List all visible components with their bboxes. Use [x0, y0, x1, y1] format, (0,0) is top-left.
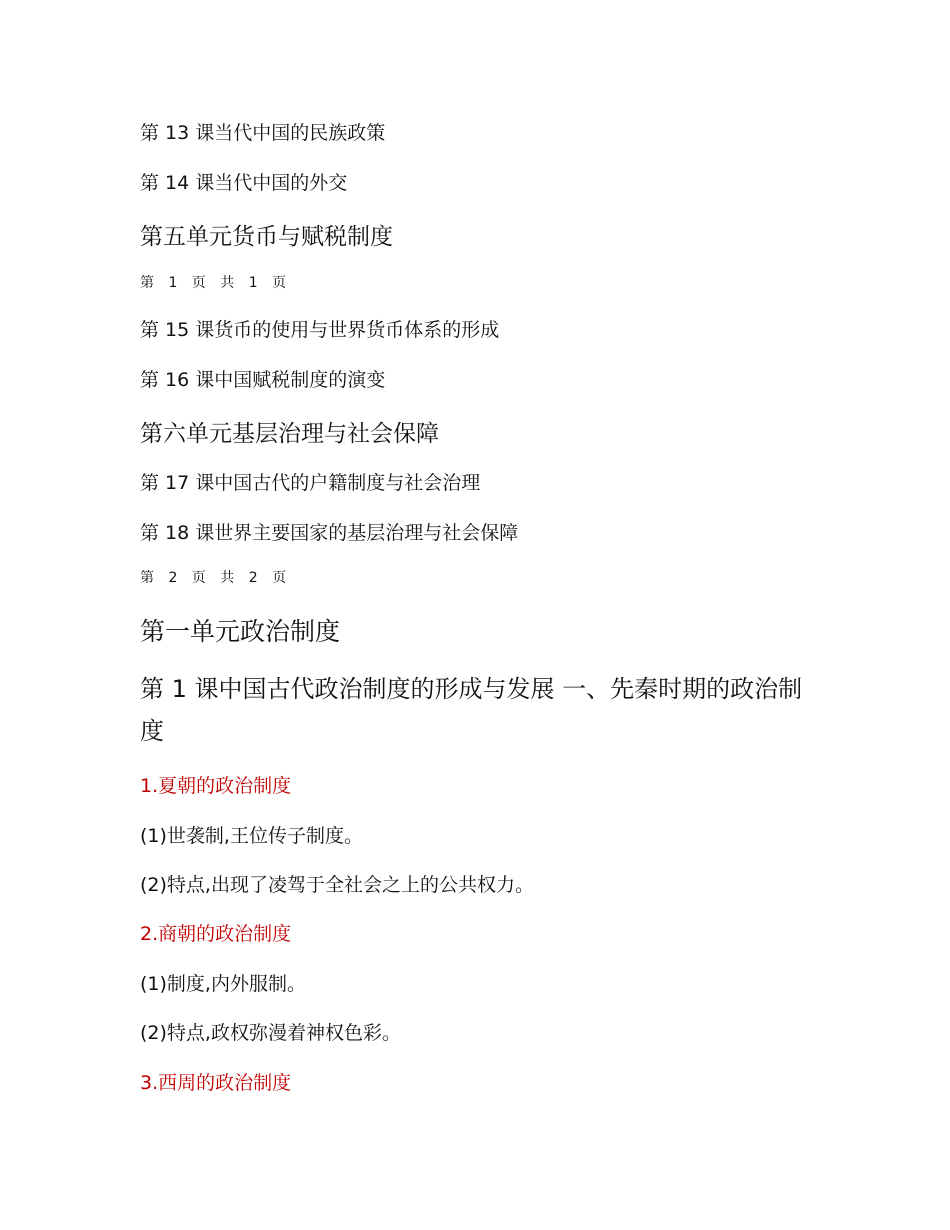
toc-lesson-13: 第 13 课当代中国的民族政策	[140, 122, 386, 144]
xia-point-1: (1)世袭制,王位传子制度。	[140, 825, 363, 847]
toc-unit-5: 第五单元货币与赋税制度	[140, 224, 393, 250]
lesson-heading: 第 1 课中国古代政治制度的形成与发展 一、先秦时期的政治制度	[140, 675, 803, 745]
toc-lesson-18: 第 18 课世界主要国家的基层治理与社会保障	[140, 522, 519, 544]
section-title-shang: 2.商朝的政治制度	[140, 923, 292, 945]
section-title-xia: 1.夏朝的政治制度	[140, 775, 292, 797]
toc-lesson-17: 第 17 课中国古代的户籍制度与社会治理	[140, 472, 481, 494]
page-number-2: 第 2 页 共 2 页	[140, 570, 292, 586]
xia-point-2: (2)特点,出现了凌驾于全社会之上的公共权力。	[140, 874, 534, 896]
unit-heading: 第一单元政治制度	[140, 617, 341, 646]
page-number-1: 第 1 页 共 1 页	[140, 275, 292, 291]
toc-lesson-15: 第 15 课货币的使用与世界货币体系的形成	[140, 319, 500, 341]
toc-unit-6: 第六单元基层治理与社会保障	[140, 421, 439, 447]
shang-point-2: (2)特点,政权弥漫着神权色彩。	[140, 1022, 401, 1044]
section-title-zhou: 3.西周的政治制度	[140, 1072, 292, 1094]
toc-lesson-16: 第 16 课中国赋税制度的演变	[140, 369, 386, 391]
toc-lesson-14: 第 14 课当代中国的外交	[140, 172, 348, 194]
shang-point-1: (1)制度,内外服制。	[140, 973, 306, 995]
